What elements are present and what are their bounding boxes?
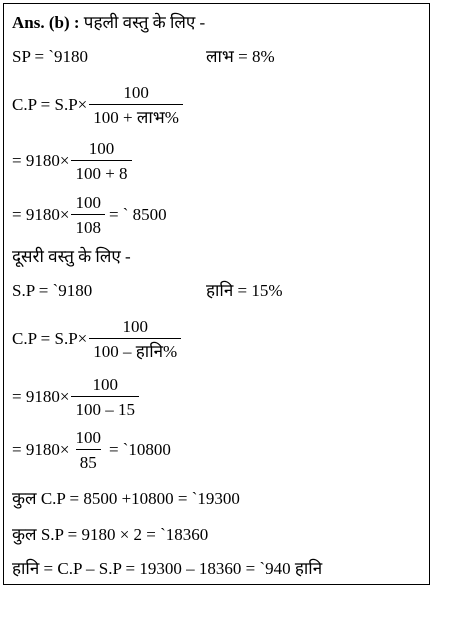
numerator: 100 [88, 139, 115, 158]
fraction [71, 429, 105, 471]
times-sign: × [77, 95, 88, 114]
fraction [71, 194, 105, 236]
times-sign: × [59, 151, 70, 170]
numerator: 100 [122, 317, 148, 336]
eq-lhs: = 9180 [12, 387, 60, 406]
eq-rhs: = `10800 [108, 440, 171, 459]
solution-heading [12, 14, 205, 31]
denominator: 100 – हानि% [89, 338, 181, 360]
denominator: 100 – 15 [71, 396, 139, 418]
eq-lhs: = 9180 [12, 151, 60, 170]
denominator: 108 [71, 214, 105, 236]
equation-result-1 [12, 194, 167, 236]
answer-label: Ans. (b) : [12, 13, 80, 32]
equation-substitution-2 [12, 376, 139, 418]
second-loss-line: हानि = 15% [206, 281, 283, 300]
eq-rhs: = ` 8500 [108, 205, 167, 224]
times-sign: × [59, 205, 70, 224]
denominator: 100 + लाभ% [89, 104, 183, 126]
numerator: 100 [75, 428, 101, 447]
equation-substitution-1 [12, 140, 132, 182]
equation-cp-formula-2 [12, 318, 181, 360]
times-sign: × [59, 387, 70, 406]
total-cp-line: कुल C.P = 8500 +10800 = `19300 [12, 489, 240, 508]
times-sign: × [77, 329, 88, 348]
total-sp-line: कुल S.P = 9180 × 2 = `18360 [12, 525, 209, 544]
solution-box [3, 3, 430, 585]
first-item-heading: पहली वस्तु के लिए - [83, 13, 206, 32]
second-item-heading: दूसरी वस्तु के लिए - [12, 247, 131, 266]
eq-lhs: C.P = S.P [12, 95, 78, 114]
numerator: 100 [123, 83, 149, 102]
denominator: 100 + 8 [71, 160, 131, 182]
eq-lhs: C.P = S.P [12, 329, 78, 348]
equation-cp-formula-1 [12, 84, 183, 126]
numerator: 100 [92, 375, 118, 394]
eq-lhs: = 9180 [12, 440, 60, 459]
fraction [89, 318, 181, 360]
fraction [89, 84, 183, 126]
denominator: 85 [76, 449, 101, 471]
second-sp-line: S.P = `9180 [12, 281, 93, 300]
numerator: 100 [75, 193, 101, 212]
times-sign: × [59, 440, 70, 459]
eq-lhs: = 9180 [12, 205, 60, 224]
equation-result-2 [12, 429, 171, 471]
first-sp-line: SP = `9180 [12, 47, 89, 66]
fraction [71, 140, 131, 182]
loss-line: हानि = C.P – S.P = 19300 – 18360 = `940 हानि [12, 559, 323, 578]
first-profit-line: लाभ = 8% [206, 47, 275, 66]
fraction [71, 376, 139, 418]
